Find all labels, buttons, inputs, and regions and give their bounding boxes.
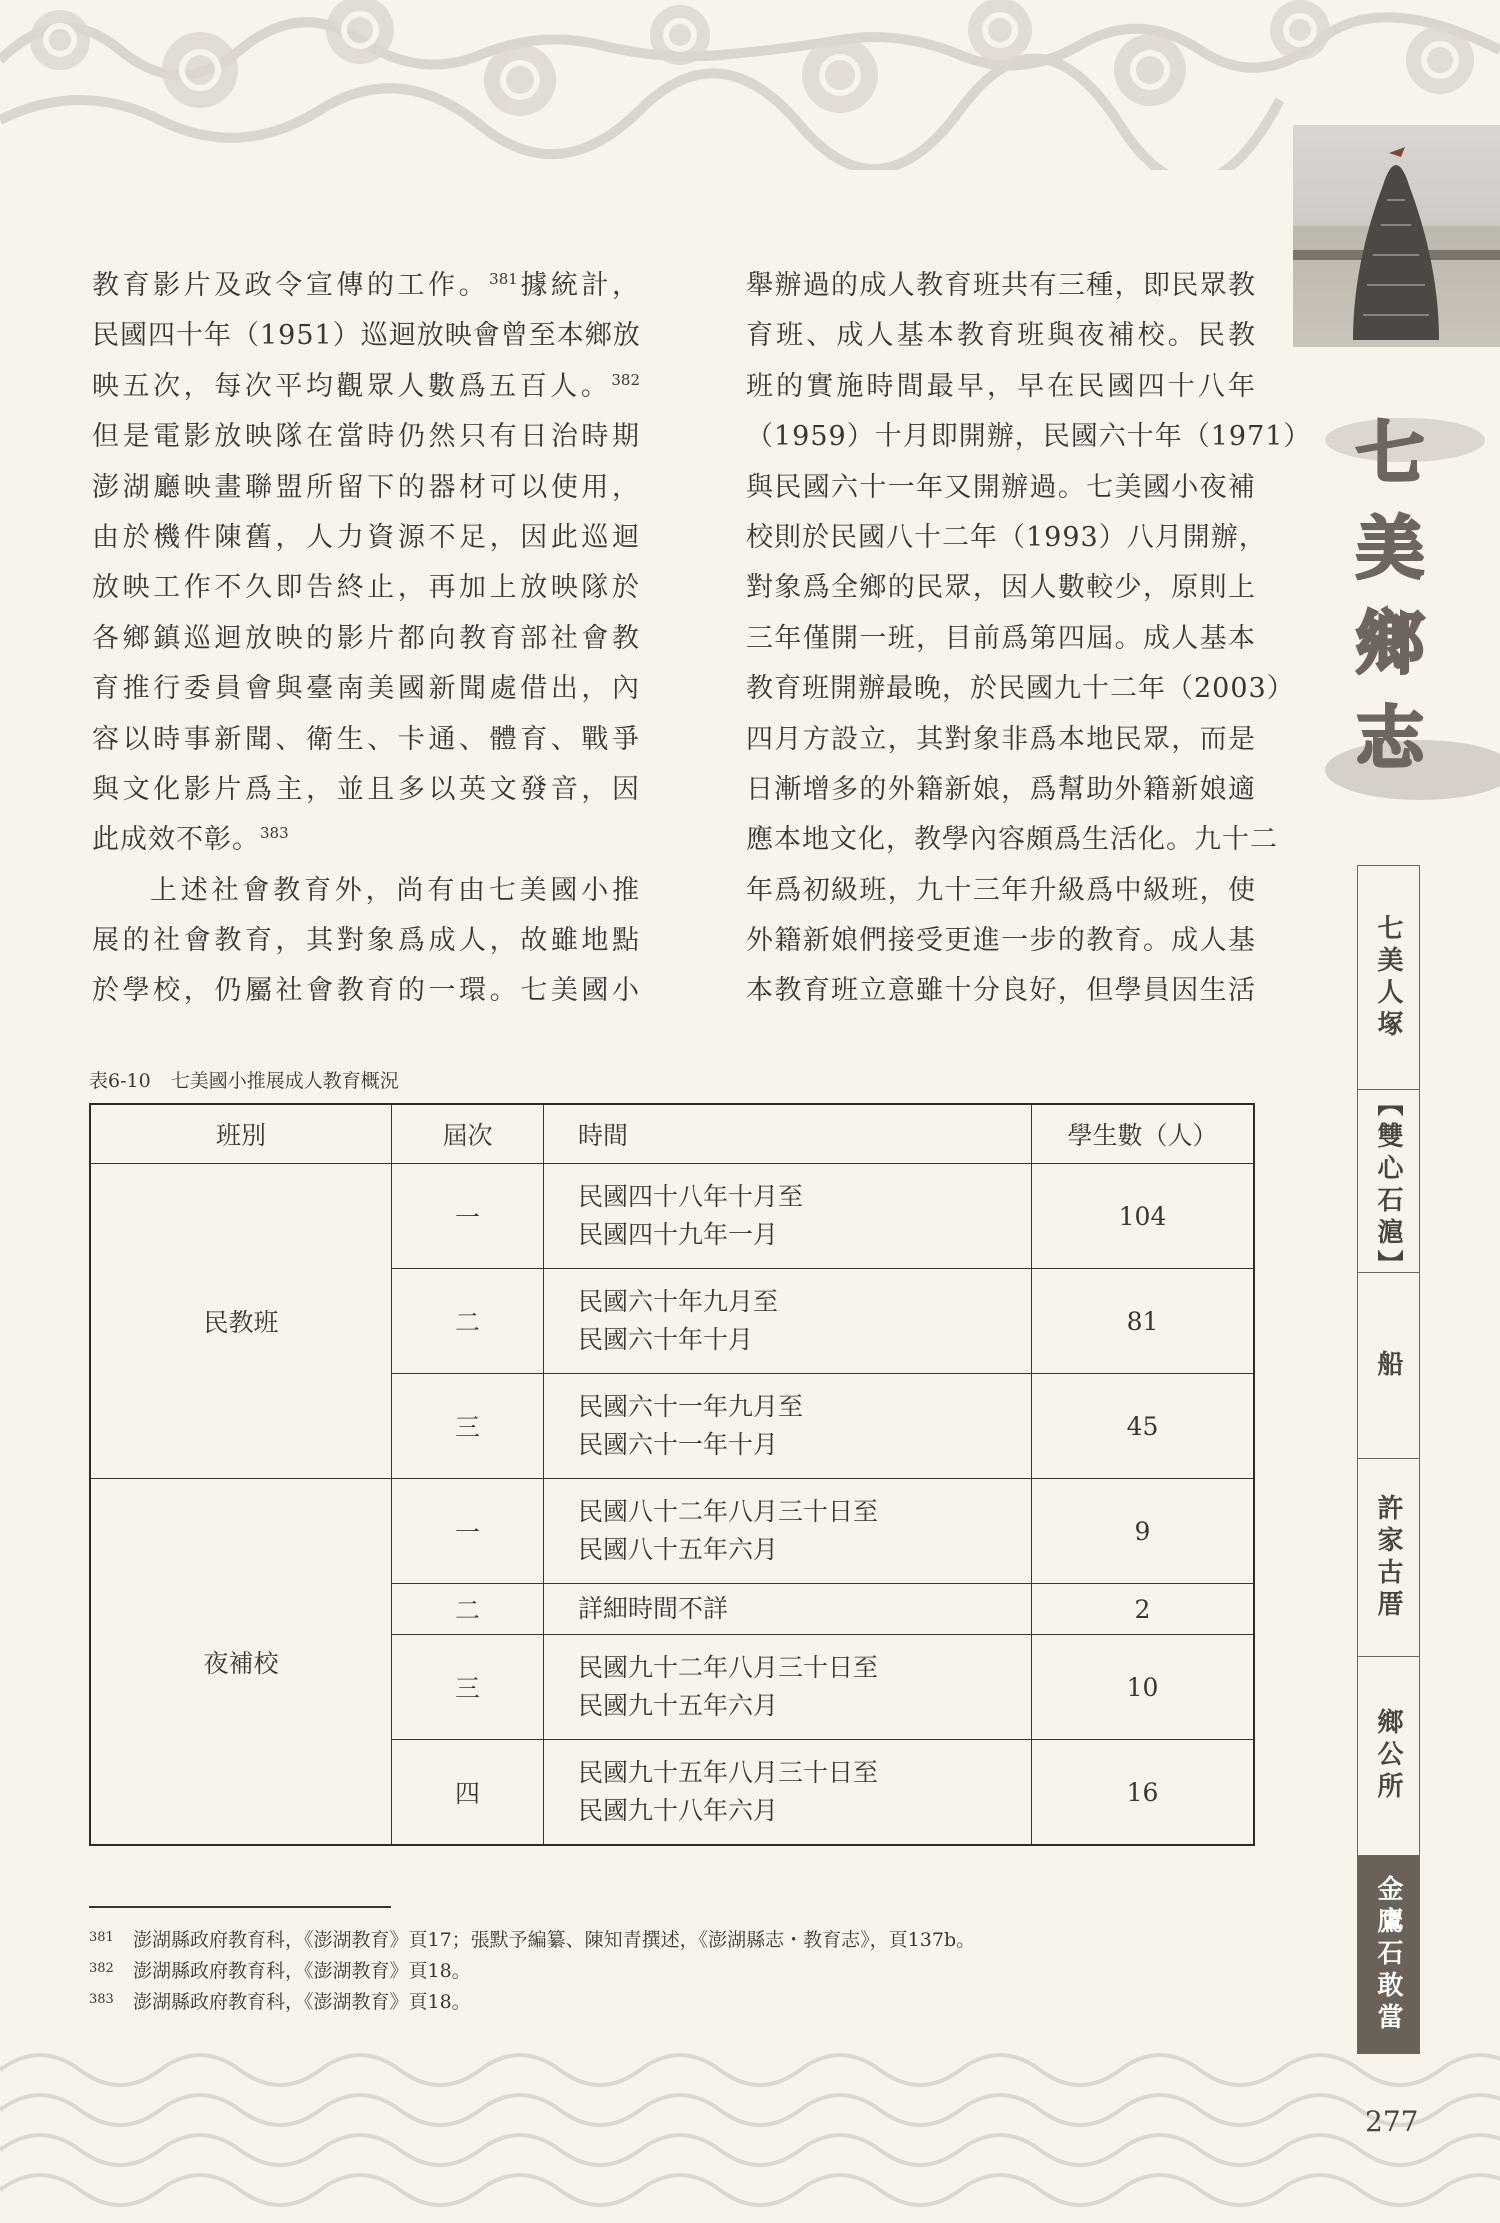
- students: 45: [1032, 1374, 1255, 1479]
- footnote: 383 澎湖縣政府教育科，《澎湖教育》頁18。: [89, 1991, 471, 2013]
- table-title: 七美國小推展成人教育概況: [170, 1070, 399, 1092]
- body-line: 上述社會教育外，尚有由七美國小推: [150, 874, 640, 906]
- body-line: 四月方設立，其對象非爲本地民眾，而是: [746, 723, 1256, 755]
- wave-pattern-footer: [0, 2030, 1500, 2223]
- footnote: 382 澎湖縣政府教育科，《澎湖教育》頁18。: [89, 1960, 471, 1982]
- students: 10: [1032, 1635, 1255, 1740]
- footnote: 381 澎湖縣政府教育科，《澎湖教育》頁17；張默予編纂、陳知青撰述，《澎湖縣志・教育志》，頁137b。: [89, 1929, 976, 1951]
- book-title: [1310, 400, 1500, 820]
- tab-label: 金鷹石敢當: [1373, 1874, 1403, 2035]
- body-line: 育班、成人基本教育班與夜補校。民教: [746, 320, 1256, 352]
- time: 民國九十五年八月三十日至 民國九十八年六月: [544, 1740, 1032, 1846]
- footnote-ref[interactable]: 381: [489, 270, 518, 288]
- body-line: 班的實施時間最早，早在民國四十八年: [746, 370, 1256, 402]
- cloud-pattern-header: [0, 0, 1500, 170]
- right-text-column: [746, 261, 1312, 1017]
- tab-hsu-family-house[interactable]: [1358, 1459, 1419, 1657]
- time: 民國八十二年八月三十日至 民國八十五年六月: [544, 1479, 1032, 1584]
- tab-label: 許家古厝: [1373, 1493, 1403, 1622]
- book-title-char: 美: [1355, 509, 1424, 589]
- header-class: 班別: [90, 1104, 392, 1164]
- students: 2: [1032, 1584, 1255, 1635]
- body-line: 三年僅開一班，目前爲第四屆。成人基本: [746, 622, 1256, 654]
- session: 三: [392, 1374, 544, 1479]
- header-time: 時間: [544, 1104, 1032, 1164]
- session: 四: [392, 1740, 544, 1846]
- body-line: 教育影片及政令宣傳的工作。$^{381}$據統計，: [92, 270, 641, 301]
- body-line: 對象爲全鄉的民眾，因人數較少，原則上: [746, 572, 1256, 604]
- tab-qimei-tomb[interactable]: [1358, 866, 1419, 1090]
- tab-twin-hearts-weir[interactable]: [1358, 1090, 1419, 1282]
- page-number: 277: [1365, 2105, 1419, 2138]
- session: 二: [392, 1584, 544, 1635]
- body-line: 教育班開辦最晚，於民國九十二年（2003）: [746, 673, 1295, 705]
- session: 一: [392, 1479, 544, 1584]
- body-line: 民國四十年（1951）巡迴放映會曾至本鄉放: [92, 320, 641, 352]
- book-title-char: 志: [1355, 699, 1424, 779]
- time: 民國六十一年九月至 民國六十一年十月: [544, 1374, 1032, 1479]
- body-line: 各鄉鎮巡迴放映的影片都向教育部社會教: [92, 622, 640, 654]
- time: 民國六十年九月至 民國六十年十月: [544, 1269, 1032, 1374]
- body-line: （1959）十月即開辦，民國六十年（1971）: [746, 421, 1312, 453]
- footnotes: [89, 1922, 975, 2015]
- class-name: 夜補校: [90, 1479, 392, 1846]
- stone-monument-photo: [1293, 125, 1500, 347]
- session: 一: [392, 1164, 544, 1269]
- body-line: 應本地文化，教學內容頗爲生活化。九十二: [746, 824, 1278, 856]
- adult-education-table: [89, 1103, 1255, 1846]
- body-line: 本教育班立意雖十分良好，但學員因生活: [746, 975, 1256, 1007]
- tab-label: 鄉公所: [1373, 1708, 1403, 1804]
- table-header-row: [90, 1104, 1254, 1164]
- footnote-ref[interactable]: 382: [611, 370, 640, 389]
- tab-golden-eagle-stone[interactable]: [1358, 1856, 1419, 2053]
- tab-township-office[interactable]: [1358, 1657, 1419, 1856]
- body-line: 外籍新娘們接受更進一步的教育。成人基: [746, 925, 1256, 957]
- time: 詳細時間不詳: [544, 1584, 1032, 1635]
- book-title-char: 鄉: [1355, 604, 1424, 684]
- header-students: 學生數（人）: [1032, 1104, 1255, 1164]
- time: 民國九十二年八月三十日至 民國九十五年六月: [544, 1635, 1032, 1740]
- body-line: 與文化影片爲主，並且多以英文發音，因: [92, 773, 640, 805]
- book-title-char: 七: [1355, 414, 1424, 494]
- session: 三: [392, 1635, 544, 1740]
- students: 16: [1032, 1740, 1255, 1846]
- body-line: 但是電影放映隊在當時仍然只有日治時期: [92, 421, 640, 453]
- session: 二: [392, 1269, 544, 1374]
- body-line: 與民國六十一年又開辦過。七美國小夜補: [746, 471, 1256, 503]
- time: 民國四十八年十月至 民國四十九年一月: [544, 1164, 1032, 1269]
- body-line: 映五次，每次平均觀眾人數爲五百人。$^{382}$: [92, 370, 640, 402]
- body-line: 育推行委員會與臺南美國新聞處借出，內: [92, 673, 640, 705]
- body-line: 於學校，仍屬社會教育的一環。七美國小: [92, 975, 640, 1007]
- header-session: 屆次: [392, 1104, 544, 1164]
- body-line: 放映工作不久即告終止，再加上放映隊於: [92, 572, 640, 604]
- body-line: 澎湖廳映畫聯盟所留下的器材可以使用，: [92, 471, 640, 503]
- class-name: 民教班: [90, 1164, 392, 1479]
- footnote-ref[interactable]: 383: [260, 824, 289, 843]
- table-row: [90, 1164, 1254, 1269]
- left-text-column: [92, 261, 640, 1017]
- chapter-tabs: [1357, 865, 1420, 2054]
- body-line: 日漸增多的外籍新娘，爲幫助外籍新娘適: [746, 773, 1256, 805]
- body-line: 年爲初級班，九十三年升級爲中級班，使: [746, 874, 1256, 906]
- tab-label: 七美人塚: [1373, 913, 1403, 1042]
- table-caption: [89, 1066, 399, 1093]
- tab-boat[interactable]: [1358, 1273, 1419, 1459]
- students: 104: [1032, 1164, 1255, 1269]
- tab-label: 【雙心石滬】: [1373, 1090, 1403, 1282]
- table-number: 表6-10: [89, 1070, 151, 1092]
- table-row: [90, 1479, 1254, 1584]
- footnote-divider: [89, 1906, 391, 1908]
- body-line: 容以時事新聞、衛生、卡通、體育、戰爭: [92, 723, 640, 755]
- body-line: 此成效不彰。$^{383}$: [92, 824, 289, 856]
- body-line: 由於機件陳舊，人力資源不足，因此巡迴: [92, 521, 640, 553]
- body-line: 舉辦過的成人教育班共有三種，即民眾教: [746, 270, 1256, 301]
- body-line: 校則於民國八十二年（1993）八月開辦，: [746, 521, 1267, 553]
- students: 9: [1032, 1479, 1255, 1584]
- body-line: 展的社會教育，其對象爲成人，故雖地點: [92, 925, 640, 957]
- tab-label: 船: [1373, 1349, 1403, 1382]
- students: 81: [1032, 1269, 1255, 1374]
